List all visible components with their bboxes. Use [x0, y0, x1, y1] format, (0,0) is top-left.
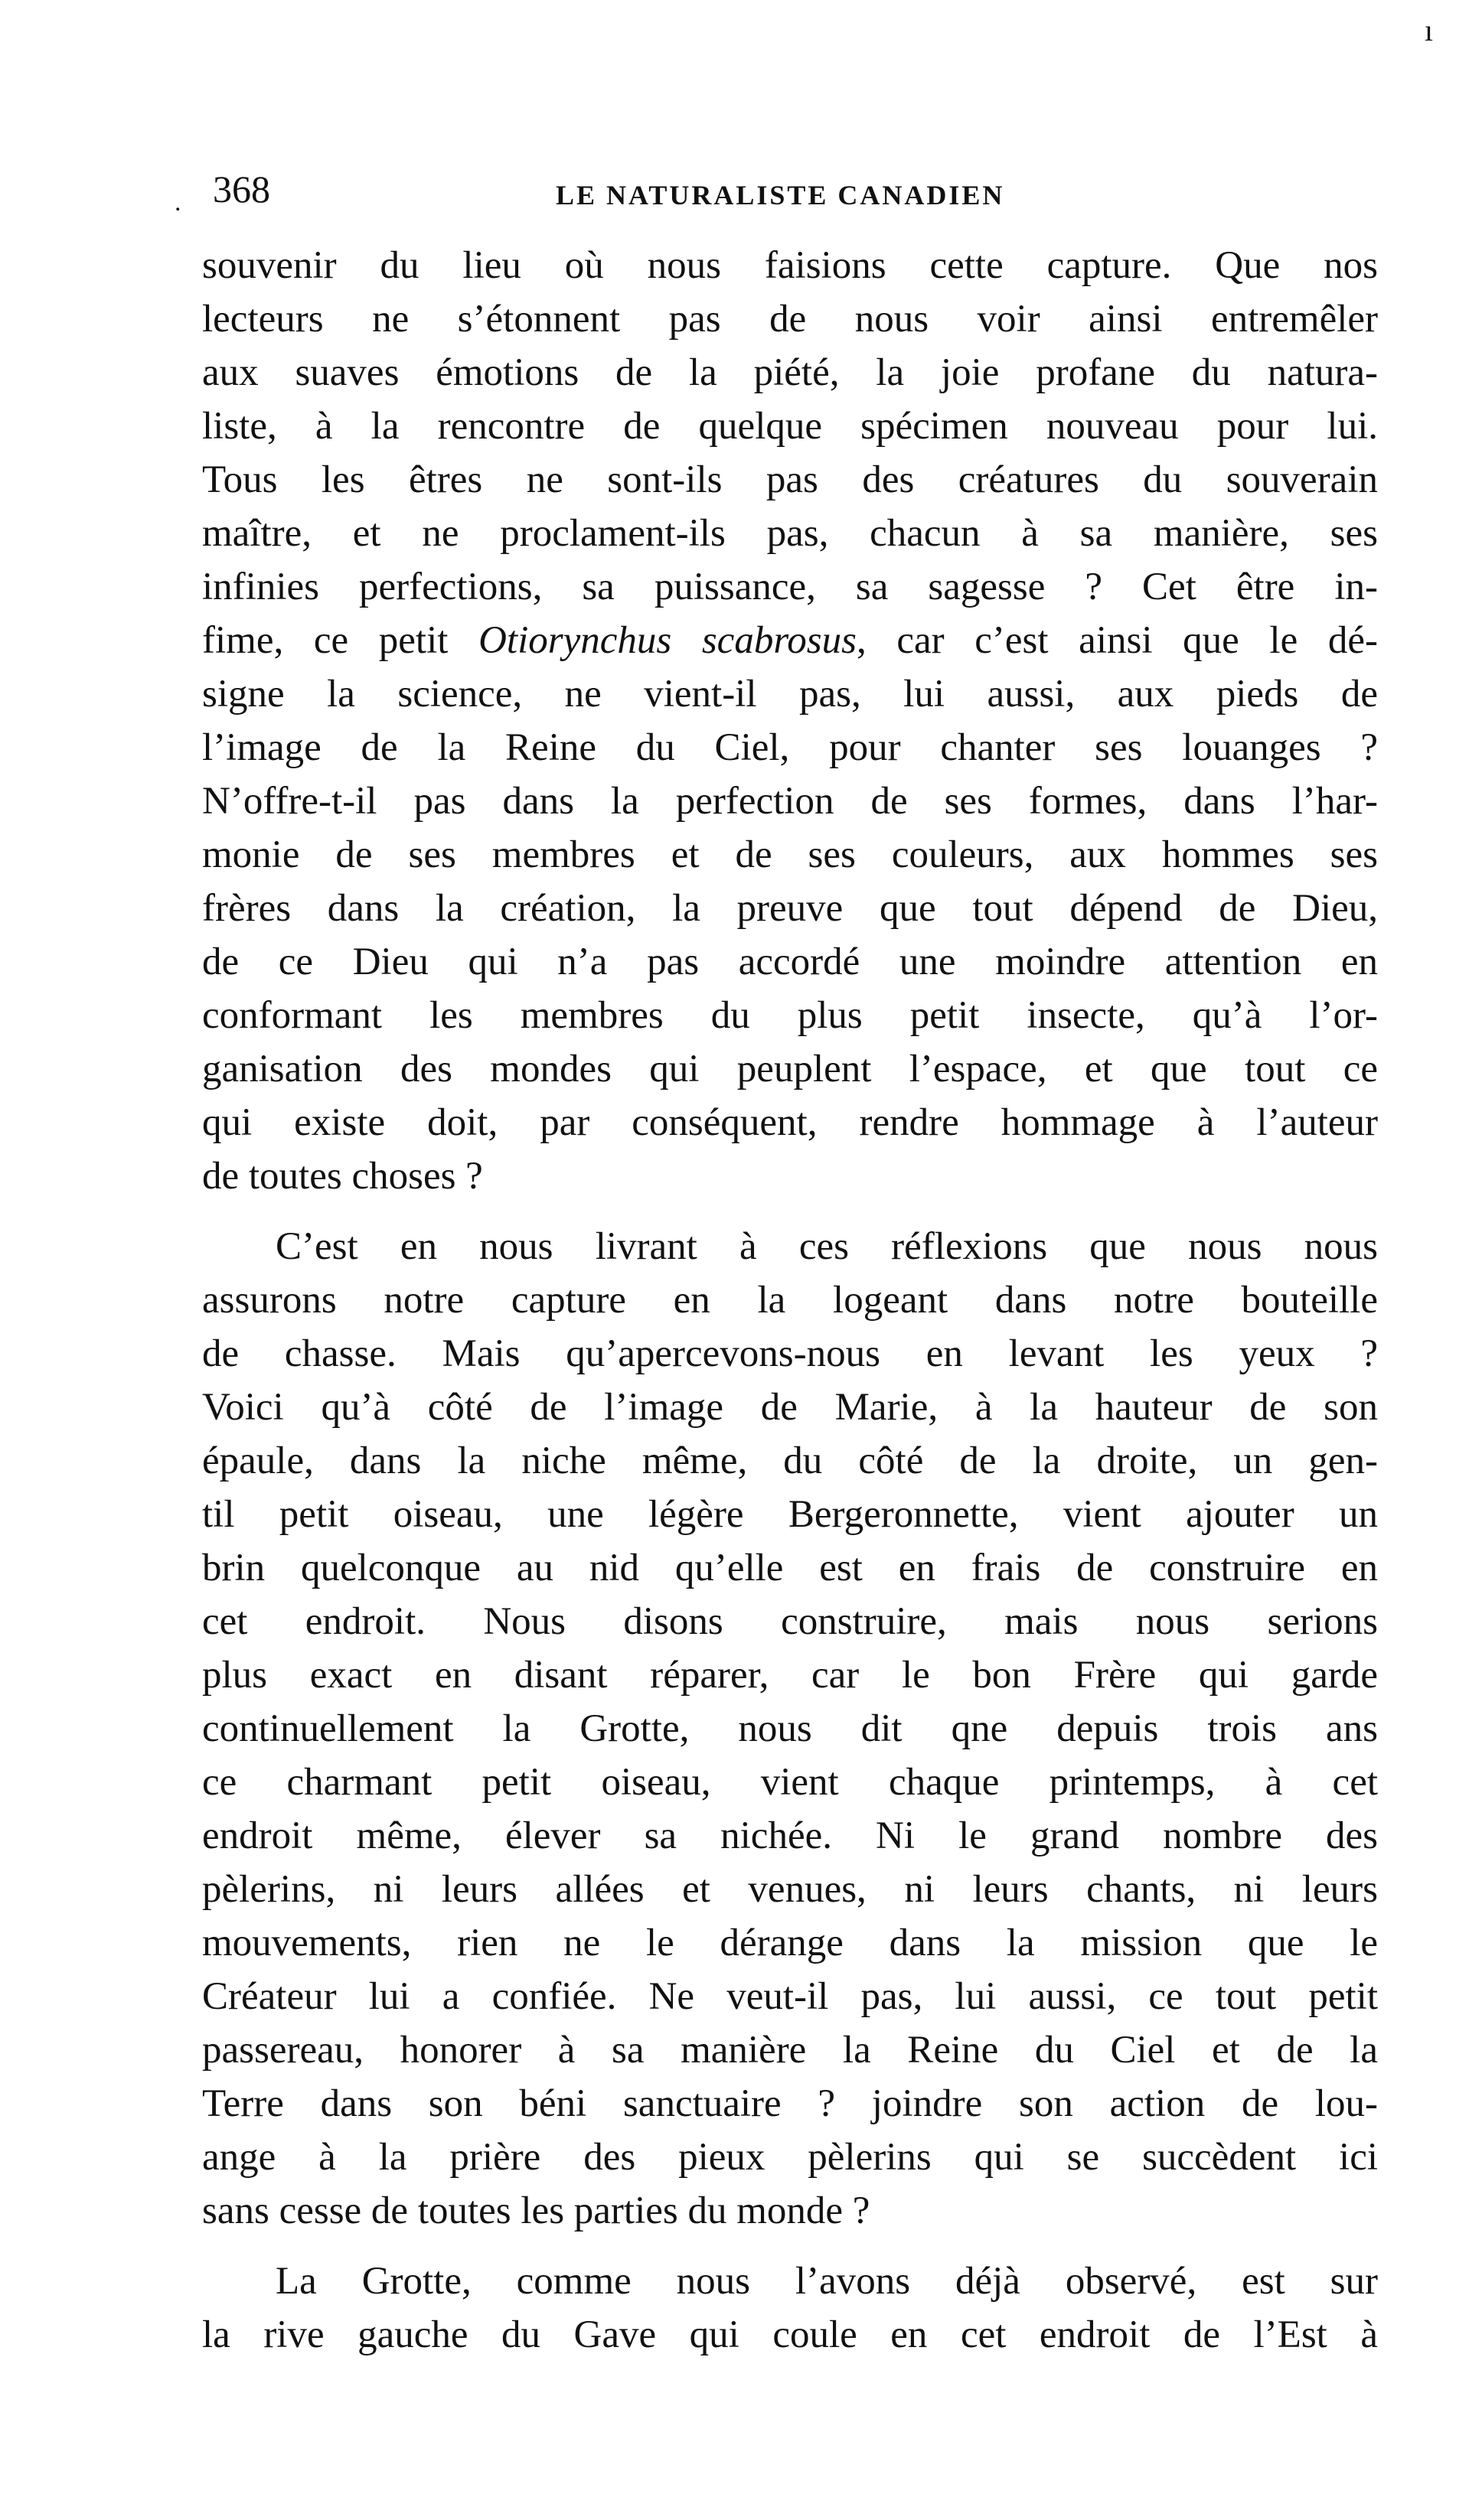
text-line: brin quelconque au nid qu’elle est en frais de construire en: [202, 1547, 1378, 1589]
text-line: ce charmant petit oiseau, vient chaque printemps, à cet: [202, 1761, 1378, 1804]
text-line: [202, 614, 1378, 667]
text-line: l’image de la Reine du Ciel, pour chanter ses louanges ?: [202, 726, 1378, 769]
text-line: mouvements, rien ne le dérange dans la mission que le: [202, 1922, 1378, 1964]
text-line: qui existe doit, par conséquent, rendre hommage à l’auteur: [202, 1101, 1378, 1144]
paragraph: [202, 239, 1378, 1203]
text-line: La Grotte, comme nous l’avons déjà observé, est sur: [276, 2260, 1378, 2303]
body-text: [202, 239, 1378, 2362]
text-line: souvenir du lieu où nous faisions cette capture. Que nos: [202, 244, 1378, 287]
running-title: LE NATURALISTE CANADIEN: [556, 180, 1005, 210]
paragraph: [202, 1220, 1378, 2238]
text-line: N’offre-t-il pas dans la perfection de ses formes, dans l’har-: [202, 780, 1378, 823]
corner-mark: ı: [1424, 13, 1433, 47]
text-line: maître, et ne proclament-ils pas, chacun à sa manière, ses: [202, 512, 1378, 555]
text-line: frères dans la création, la preuve que tout dépend de Dieu,: [202, 887, 1378, 930]
text-line: continuellement la Grotte, nous dit qne depuis trois ans: [202, 1707, 1378, 1750]
text-line: passereau, honorer à sa manière la Reine du Ciel et de la: [202, 2029, 1378, 2072]
text-line: Terre dans son béni sanctuaire ? joindre son action de lou-: [202, 2082, 1378, 2125]
text-line: til petit oiseau, une légère Bergeronnette, vient ajouter un: [202, 1493, 1378, 1536]
text-line: de ce Dieu qui n’a pas accordé une moindre attention en: [202, 941, 1378, 983]
text-line: C’est en nous livrant à ces réflexions que nous nous: [276, 1225, 1378, 1268]
text-line: infinies perfections, sa puissance, sa sagesse ? Cet être in-: [202, 566, 1378, 608]
text-line: de toutes choses ?: [202, 1155, 483, 1198]
text-line: lecteurs ne s’étonnent pas de nous voir ainsi entremêler: [202, 298, 1378, 341]
paragraph: [202, 2254, 1378, 2362]
text-line: Voici qu’à côté de l’image de Marie, à la hauteur de son: [202, 1386, 1378, 1429]
margin-mark: .: [175, 188, 181, 217]
text-line: épaule, dans la niche même, du côté de la droite, un gen-: [202, 1439, 1378, 1482]
text-line: Tous les êtres ne sont-ils pas des créatures du souverain: [202, 458, 1378, 501]
text-line: plus exact en disant réparer, car le bon Frère qui garde: [202, 1654, 1378, 1697]
page-number: 368: [213, 168, 270, 210]
text-line: Créateur lui a confiée. Ne veut-il pas, lui aussi, ce tout petit: [202, 1975, 1378, 2018]
text-line: la rive gauche du Gave qui coule en cet endroit de l’Est à: [202, 2313, 1378, 2356]
text-line: liste, à la rencontre de quelque spécimen nouveau pour lui.: [202, 405, 1378, 448]
text-segment: fime, ce petit: [202, 619, 479, 662]
text-line: endroit même, élever sa nichée. Ni le grand nombre des: [202, 1814, 1378, 1857]
text-line: de chasse. Mais qu’apercevons-nous en levant les yeux ?: [202, 1332, 1378, 1375]
text-line: monie de ses membres et de ses couleurs, aux hommes ses: [202, 833, 1378, 876]
text-line: assurons notre capture en la logeant dans notre bouteille: [202, 1279, 1378, 1322]
text-line: sans cesse de toutes les parties du monde ?: [202, 2189, 870, 2232]
species-name: Otiorynchus scabrosus: [478, 619, 857, 662]
paragraph-gap: [202, 2238, 1378, 2254]
text-line: aux suaves émotions de la piété, la joie profane du natura-: [202, 351, 1378, 394]
text-line: ganisation des mondes qui peuplent l’espace, et que tout ce: [202, 1048, 1378, 1090]
text-line: conformant les membres du plus petit insecte, qu’à l’or-: [202, 994, 1378, 1037]
text-line: pèlerins, ni leurs allées et venues, ni leurs chants, ni leurs: [202, 1868, 1378, 1911]
text-line: ange à la prière des pieux pèlerins qui se succèdent ici: [202, 2136, 1378, 2179]
paragraph-gap: [202, 1203, 1378, 1220]
running-head: [213, 167, 1384, 220]
text-line: cet endroit. Nous disons construire, mais nous serions: [202, 1600, 1378, 1643]
text-line: signe la science, ne vient-il pas, lui aussi, aux pieds de: [202, 673, 1378, 716]
text-segment: , car c’est ainsi que le dé-: [856, 619, 1378, 662]
